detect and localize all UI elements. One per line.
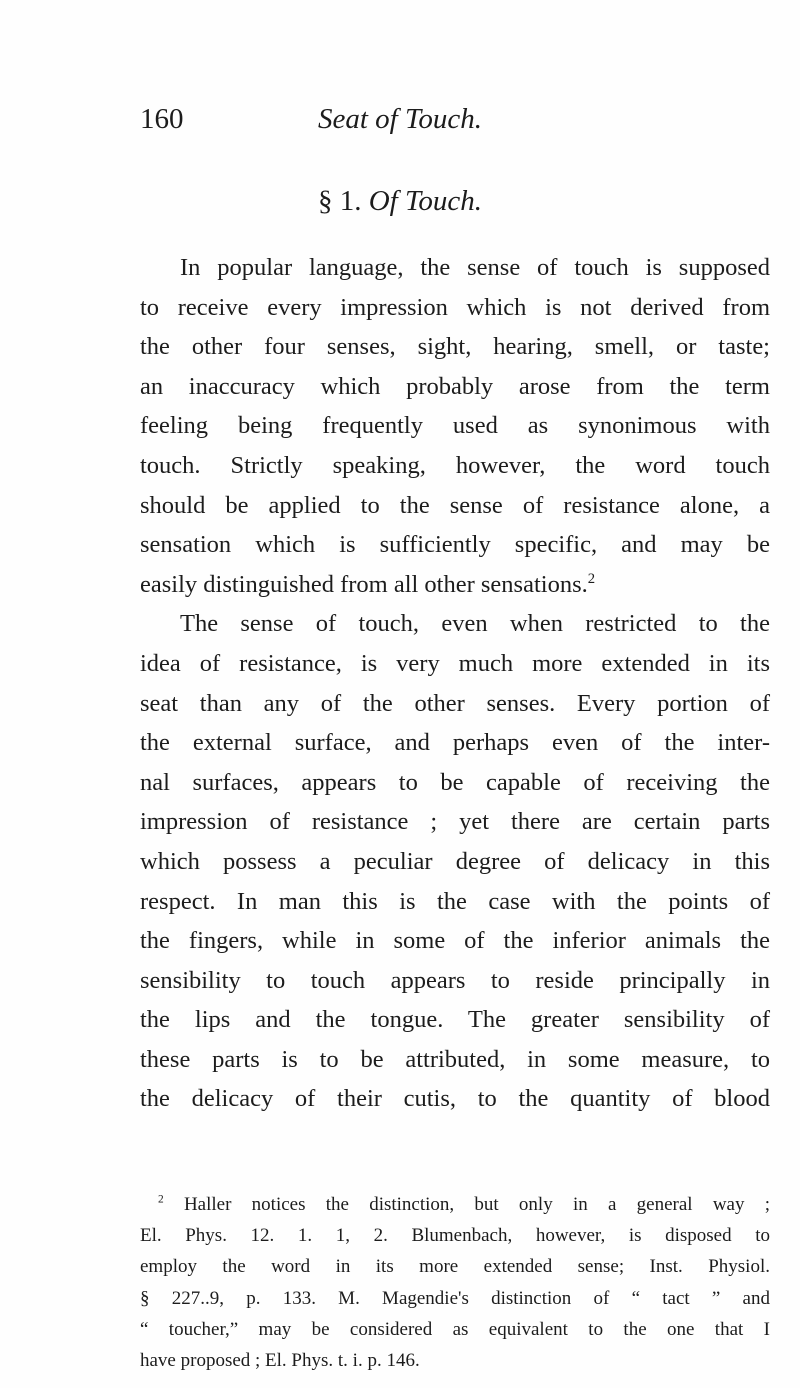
body-line: which possess a peculiar degree of delicacy in this <box>140 847 770 875</box>
body-line: the lips and the tongue. The greater sensibility of <box>140 1006 770 1034</box>
footnote-line-text: Haller notices the distinction, but only in a general way ; <box>183 1194 770 1215</box>
body-line: feeling being frequently used as synonimous with <box>140 412 770 440</box>
body-line: the delicacy of their cutis, to the quantity of blood <box>140 1085 770 1113</box>
body-line: impression of resistance ; yet there are certain parts <box>140 808 770 836</box>
body-line: idea of resistance, is very much more extended in its <box>140 649 770 677</box>
body-line: respect. In man this is the case with the points of <box>140 887 770 915</box>
section-symbol: § <box>317 185 333 217</box>
body-line: the external surface, and perhaps even of the inter- <box>140 729 770 757</box>
footnote-line: § 227..9, p. 133. M. Magendie's distinction of “ tact ” and <box>140 1287 770 1309</box>
body-line: touch. Strictly speaking, however, the word touch <box>140 451 770 479</box>
body-line: these parts is to be attributed, in some measure, to <box>140 1045 770 1073</box>
footnote-line: employ the word in its more extended sense; Inst. Physiol. <box>140 1256 770 1278</box>
body-line: sensibility to touch appears to reside principally in <box>140 966 770 994</box>
page-header <box>0 103 800 147</box>
body-line: seat than any of the other senses. Every portion of <box>140 689 770 717</box>
footnote-line <box>140 1189 770 1220</box>
section-title: Of Touch. <box>368 185 483 217</box>
body-line: should be applied to the sense of resistance alone, a <box>140 491 770 519</box>
body-line-text: easily distinguished from all other sensations. <box>140 570 588 598</box>
body-text <box>140 248 770 1119</box>
body-line: to receive every impression which is not derived from <box>140 293 770 321</box>
section-number: 1. <box>339 185 362 217</box>
body-line <box>140 565 770 605</box>
body-line: In popular language, the sense of touch is supposed <box>180 254 770 281</box>
page-number: 160 <box>140 103 184 135</box>
footnotes <box>140 1189 770 1376</box>
body-line: the fingers, while in some of the inferior animals the <box>140 927 770 955</box>
body-line: nal surfaces, appears to be capable of receiving the <box>140 768 770 796</box>
footnote-line: have proposed ; El. Phys. t. i. p. 146. <box>140 1349 420 1371</box>
section-heading <box>0 185 800 218</box>
footnote-marker: 2 <box>158 1193 164 1206</box>
body-line: the other four senses, sight, hearing, smell, or taste; <box>140 333 770 361</box>
footnote-line: “ toucher,” may be considered as equivalent to the one that I <box>140 1318 770 1340</box>
footnote-line: El. Phys. 12. 1. 1, 2. Blumenbach, however, is disposed to <box>140 1225 770 1247</box>
body-line: sensation which is sufficiently specific, and may be <box>140 531 770 559</box>
footnote-reference[interactable]: 2 <box>587 570 596 587</box>
body-line: an inaccuracy which probably arose from the term <box>140 372 770 400</box>
running-title: Seat of Touch. <box>317 103 483 135</box>
body-line: The sense of touch, even when restricted to the <box>180 610 770 638</box>
